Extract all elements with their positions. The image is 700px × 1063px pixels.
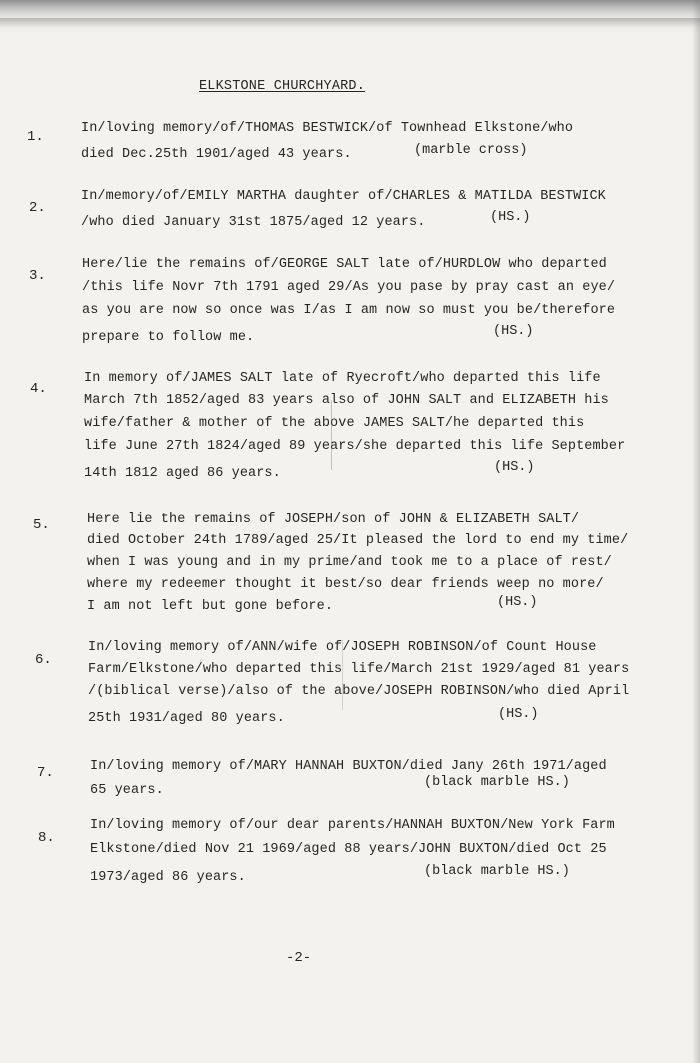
entry-line: as you are now so once was I/as I am now so must you be/therefore xyxy=(82,303,616,318)
entry-line: died October 24th 1789/aged 25/It pleased the lord to end my time/ xyxy=(87,533,629,548)
entry-line: Here lie the remains of JOSEPH/son of JOHN & ELIZABETH SALT/ xyxy=(87,512,580,527)
entry-line: In/loving memory of/our dear parents/HANNAH BUXTON/New York Farm xyxy=(90,818,615,833)
entry-line: /(biblical verse)/also of the above/JOSEPH ROBINSON/who died April xyxy=(88,684,630,699)
entry-line: Farm/Elkstone/who departed this life/March 21st 1929/aged 81 years xyxy=(88,662,630,677)
entry-note: (black marble HS.) xyxy=(424,775,570,790)
entry-number: 6. xyxy=(35,652,52,668)
entry-line: 1973/aged 86 years. xyxy=(90,870,246,885)
scan-mark xyxy=(342,640,343,710)
entry-line: life June 27th 1824/aged 89 years/she departed this life September xyxy=(84,439,626,454)
page-number: -2- xyxy=(286,950,312,966)
entry-line: 25th 1931/aged 80 years. xyxy=(88,711,285,726)
entry-line: wife/father & mother of the above JAMES SALT/he departed this xyxy=(84,416,585,431)
entry-line: In/loving memory/of/THOMAS BESTWICK/of Townhead Elkstone/who xyxy=(81,121,574,136)
entry-line: 14th 1812 aged 86 years. xyxy=(84,466,281,481)
entry-line: when I was young and in my prime/and took me to a place of rest/ xyxy=(87,555,612,570)
entry-line: Here/lie the remains of/GEORGE SALT late of/HURDLOW who departed xyxy=(82,257,607,272)
entry-number: 5. xyxy=(33,517,50,533)
entry-note: (marble cross) xyxy=(414,143,528,158)
entry-line: died Dec.25th 1901/aged 43 years. xyxy=(81,147,352,162)
entry-note: (black marble HS.) xyxy=(424,864,570,879)
entry-number: 8. xyxy=(38,830,55,846)
entry-number: 2. xyxy=(29,200,46,216)
entry-line: prepare to follow me. xyxy=(82,330,255,345)
entry-note: (HS.) xyxy=(497,595,538,610)
scan-mark xyxy=(331,400,332,470)
entry-number: 7. xyxy=(37,765,54,781)
entry-line: /this life Novr 7th 1791 aged 29/As you pase by pray cast an eye/ xyxy=(82,280,616,295)
entry-line: /who died January 31st 1875/aged 12 years. xyxy=(81,215,426,230)
entry-line: In/memory/of/EMILY MARTHA daughter of/CHARLES & MATILDA BESTWICK xyxy=(81,189,606,204)
entry-line: In/loving memory of/MARY HANNAH BUXTON/died Jany 26th 1971/aged xyxy=(90,759,607,774)
scan-top-edge xyxy=(0,0,700,18)
scan-shadow xyxy=(0,18,700,34)
page-title: ELKSTONE CHURCHYARD. xyxy=(199,79,366,94)
entry-number: 1. xyxy=(27,129,44,145)
scan-right-edge xyxy=(692,0,700,1063)
entry-line: where my redeemer thought it best/so dear friends weep no more/ xyxy=(87,577,604,592)
entry-line: In memory of/JAMES SALT late of Ryecroft/who departed this life xyxy=(84,371,601,386)
entry-note: (HS.) xyxy=(490,210,531,225)
entry-note: (HS.) xyxy=(498,707,539,722)
entry-number: 3. xyxy=(29,268,46,284)
entry-line: 65 years. xyxy=(90,783,164,798)
entry-line: In/loving memory of/ANN/wife of/JOSEPH ROBINSON/of Count House xyxy=(88,640,597,655)
entry-note: (HS.) xyxy=(494,460,535,475)
entry-line: Elkstone/died Nov 21 1969/aged 88 years/JOHN BUXTON/died Oct 25 xyxy=(90,842,607,857)
entry-note: (HS.) xyxy=(493,324,534,339)
entry-number: 4. xyxy=(30,381,47,397)
entry-line: March 7th 1852/aged 83 years also of JOHN SALT and ELIZABETH his xyxy=(84,393,609,408)
entry-line: I am not left but gone before. xyxy=(87,599,334,614)
